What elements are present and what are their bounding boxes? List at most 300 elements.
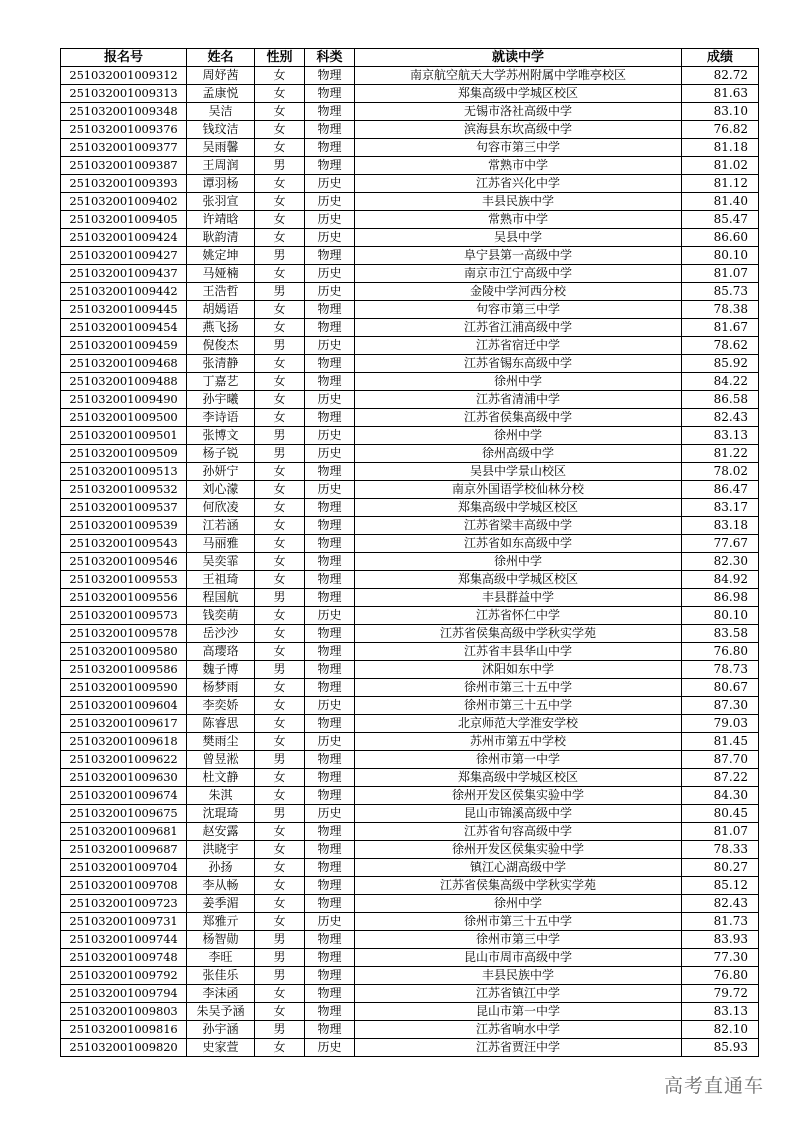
gender-cell: 女 xyxy=(255,625,305,643)
score-cell: 80.10 xyxy=(682,247,759,265)
subject-track-cell: 物理 xyxy=(305,895,355,913)
name-cell: 钱奕萌 xyxy=(187,607,255,625)
registration-number-cell: 251032001009488 xyxy=(61,373,187,391)
name-cell: 马娅楠 xyxy=(187,265,255,283)
school-cell: 郑集高级中学城区校区 xyxy=(355,571,682,589)
gender-cell: 女 xyxy=(255,733,305,751)
table-row xyxy=(61,445,759,463)
score-cell: 83.18 xyxy=(682,517,759,535)
name-cell: 张清静 xyxy=(187,355,255,373)
score-cell: 85.92 xyxy=(682,355,759,373)
subject-track-cell: 物理 xyxy=(305,409,355,427)
table-row xyxy=(61,607,759,625)
school-cell: 徐州高级中学 xyxy=(355,445,682,463)
subject-track-cell: 历史 xyxy=(305,481,355,499)
subject-track-cell: 物理 xyxy=(305,355,355,373)
registration-number-cell: 251032001009604 xyxy=(61,697,187,715)
subject-track-cell: 历史 xyxy=(305,427,355,445)
school-cell: 徐州市第一中学 xyxy=(355,751,682,769)
school-cell: 江苏省丰县华山中学 xyxy=(355,643,682,661)
registration-number-cell: 251032001009546 xyxy=(61,553,187,571)
name-cell: 姚定坤 xyxy=(187,247,255,265)
table-row xyxy=(61,175,759,193)
subject-track-cell: 物理 xyxy=(305,751,355,769)
school-cell: 徐州市第三中学 xyxy=(355,931,682,949)
gender-cell: 女 xyxy=(255,409,305,427)
table-row xyxy=(61,463,759,481)
subject-track-cell: 物理 xyxy=(305,625,355,643)
name-cell: 周妤茜 xyxy=(187,67,255,85)
subject-track-cell: 历史 xyxy=(305,229,355,247)
score-cell: 78.02 xyxy=(682,463,759,481)
registration-number-cell: 251032001009748 xyxy=(61,949,187,967)
registration-number-cell: 251032001009437 xyxy=(61,265,187,283)
name-cell: 杨梦雨 xyxy=(187,679,255,697)
watermark-text: 高考直通车 xyxy=(663,1075,764,1097)
school-cell: 郑集高级中学城区校区 xyxy=(355,85,682,103)
registration-number-cell: 251032001009731 xyxy=(61,913,187,931)
school-cell: 江苏省响水中学 xyxy=(355,1021,682,1039)
table-row xyxy=(61,85,759,103)
score-cell: 81.22 xyxy=(682,445,759,463)
score-cell: 81.45 xyxy=(682,733,759,751)
score-cell: 82.30 xyxy=(682,553,759,571)
score-cell: 78.73 xyxy=(682,661,759,679)
score-cell: 85.12 xyxy=(682,877,759,895)
gender-cell: 女 xyxy=(255,679,305,697)
table-row xyxy=(61,337,759,355)
score-cell: 85.93 xyxy=(682,1039,759,1057)
table-row xyxy=(61,661,759,679)
name-cell: 吴雨馨 xyxy=(187,139,255,157)
subject-track-cell: 物理 xyxy=(305,715,355,733)
school-cell: 吴县中学 xyxy=(355,229,682,247)
table-row xyxy=(61,679,759,697)
name-cell: 孙妍宁 xyxy=(187,463,255,481)
table-row xyxy=(61,841,759,859)
gender-cell: 女 xyxy=(255,499,305,517)
score-cell: 77.30 xyxy=(682,949,759,967)
school-cell: 南京航空航天大学苏州附属中学唯亭校区 xyxy=(355,67,682,85)
gender-cell: 男 xyxy=(255,589,305,607)
table-row xyxy=(61,193,759,211)
header-subject-track: 科类 xyxy=(305,49,355,67)
registration-number-cell: 251032001009387 xyxy=(61,157,187,175)
gender-cell: 女 xyxy=(255,85,305,103)
name-cell: 魏子博 xyxy=(187,661,255,679)
subject-track-cell: 物理 xyxy=(305,985,355,1003)
score-cell: 83.58 xyxy=(682,625,759,643)
registration-number-cell: 251032001009454 xyxy=(61,319,187,337)
table-row xyxy=(61,571,759,589)
score-cell: 85.73 xyxy=(682,283,759,301)
registration-number-cell: 251032001009459 xyxy=(61,337,187,355)
score-cell: 81.07 xyxy=(682,823,759,841)
table-row xyxy=(61,157,759,175)
gender-cell: 男 xyxy=(255,751,305,769)
name-cell: 沈琨琦 xyxy=(187,805,255,823)
table-row xyxy=(61,1003,759,1021)
gender-cell: 女 xyxy=(255,463,305,481)
score-cell: 83.93 xyxy=(682,931,759,949)
gender-cell: 女 xyxy=(255,643,305,661)
score-cell: 77.67 xyxy=(682,535,759,553)
table-row xyxy=(61,211,759,229)
school-cell: 徐州市第三十五中学 xyxy=(355,679,682,697)
table-row xyxy=(61,949,759,967)
name-cell: 吴洁 xyxy=(187,103,255,121)
registration-number-cell: 251032001009490 xyxy=(61,391,187,409)
header-name: 姓名 xyxy=(187,49,255,67)
gender-cell: 女 xyxy=(255,319,305,337)
subject-track-cell: 历史 xyxy=(305,391,355,409)
table-row xyxy=(61,931,759,949)
school-cell: 丰县群益中学 xyxy=(355,589,682,607)
subject-track-cell: 物理 xyxy=(305,247,355,265)
subject-track-cell: 物理 xyxy=(305,373,355,391)
registration-number-cell: 251032001009537 xyxy=(61,499,187,517)
table-row xyxy=(61,967,759,985)
gender-cell: 女 xyxy=(255,769,305,787)
school-cell: 徐州开发区侯集实验中学 xyxy=(355,841,682,859)
score-cell: 85.47 xyxy=(682,211,759,229)
name-cell: 张羽宣 xyxy=(187,193,255,211)
score-cell: 81.40 xyxy=(682,193,759,211)
table-header-row xyxy=(61,49,759,67)
name-cell: 倪俊杰 xyxy=(187,337,255,355)
subject-track-cell: 历史 xyxy=(305,697,355,715)
school-cell: 句容市第三中学 xyxy=(355,139,682,157)
gender-cell: 女 xyxy=(255,139,305,157)
subject-track-cell: 物理 xyxy=(305,589,355,607)
registration-number-cell: 251032001009402 xyxy=(61,193,187,211)
school-cell: 镇江心湖高级中学 xyxy=(355,859,682,877)
registration-number-cell: 251032001009445 xyxy=(61,301,187,319)
registration-number-cell: 251032001009424 xyxy=(61,229,187,247)
gender-cell: 女 xyxy=(255,1003,305,1021)
subject-track-cell: 历史 xyxy=(305,913,355,931)
table-row xyxy=(61,1021,759,1039)
score-cell: 86.47 xyxy=(682,481,759,499)
gender-cell: 女 xyxy=(255,913,305,931)
subject-track-cell: 物理 xyxy=(305,859,355,877)
subject-track-cell: 历史 xyxy=(305,283,355,301)
registration-number-cell: 251032001009393 xyxy=(61,175,187,193)
gender-cell: 男 xyxy=(255,661,305,679)
table-row xyxy=(61,355,759,373)
score-cell: 82.43 xyxy=(682,409,759,427)
subject-track-cell: 物理 xyxy=(305,823,355,841)
table-row xyxy=(61,265,759,283)
school-cell: 江苏省怀仁中学 xyxy=(355,607,682,625)
school-cell: 常熟市中学 xyxy=(355,211,682,229)
score-cell: 81.73 xyxy=(682,913,759,931)
name-cell: 许靖晗 xyxy=(187,211,255,229)
score-cell: 82.43 xyxy=(682,895,759,913)
subject-track-cell: 历史 xyxy=(305,805,355,823)
score-cell: 82.72 xyxy=(682,67,759,85)
registration-number-cell: 251032001009675 xyxy=(61,805,187,823)
name-cell: 何欣凌 xyxy=(187,499,255,517)
score-cell: 76.80 xyxy=(682,967,759,985)
score-cell: 76.82 xyxy=(682,121,759,139)
name-cell: 樊雨尘 xyxy=(187,733,255,751)
school-cell: 滨海县东坎高级中学 xyxy=(355,121,682,139)
score-cell: 84.92 xyxy=(682,571,759,589)
name-cell: 李沫函 xyxy=(187,985,255,1003)
school-cell: 昆山市周市高级中学 xyxy=(355,949,682,967)
registration-number-cell: 251032001009501 xyxy=(61,427,187,445)
name-cell: 张佳乐 xyxy=(187,967,255,985)
table-row xyxy=(61,697,759,715)
school-cell: 江苏省梁丰高级中学 xyxy=(355,517,682,535)
subject-track-cell: 物理 xyxy=(305,553,355,571)
subject-track-cell: 物理 xyxy=(305,301,355,319)
school-cell: 江苏省侯集高级中学秋实学苑 xyxy=(355,625,682,643)
gender-cell: 女 xyxy=(255,211,305,229)
school-cell: 昆山市锦溪高级中学 xyxy=(355,805,682,823)
registration-number-cell: 251032001009556 xyxy=(61,589,187,607)
name-cell: 杨智勋 xyxy=(187,931,255,949)
subject-track-cell: 物理 xyxy=(305,571,355,589)
name-cell: 孙扬 xyxy=(187,859,255,877)
registration-number-cell: 251032001009681 xyxy=(61,823,187,841)
name-cell: 郑雅亓 xyxy=(187,913,255,931)
gender-cell: 女 xyxy=(255,175,305,193)
score-cell: 76.80 xyxy=(682,643,759,661)
gender-cell: 女 xyxy=(255,535,305,553)
school-cell: 吴县中学景山校区 xyxy=(355,463,682,481)
registration-number-cell: 251032001009704 xyxy=(61,859,187,877)
table-row xyxy=(61,985,759,1003)
school-cell: 徐州市第三十五中学 xyxy=(355,697,682,715)
gender-cell: 女 xyxy=(255,517,305,535)
subject-track-cell: 物理 xyxy=(305,1003,355,1021)
subject-track-cell: 历史 xyxy=(305,733,355,751)
registration-number-cell: 251032001009377 xyxy=(61,139,187,157)
subject-track-cell: 历史 xyxy=(305,175,355,193)
name-cell: 吴奕霏 xyxy=(187,553,255,571)
subject-track-cell: 历史 xyxy=(305,607,355,625)
table-row xyxy=(61,103,759,121)
school-cell: 江苏省锡东高级中学 xyxy=(355,355,682,373)
gender-cell: 女 xyxy=(255,841,305,859)
subject-track-cell: 历史 xyxy=(305,193,355,211)
registration-number-cell: 251032001009617 xyxy=(61,715,187,733)
name-cell: 李旺 xyxy=(187,949,255,967)
score-cell: 81.02 xyxy=(682,157,759,175)
table-row xyxy=(61,373,759,391)
school-cell: 昆山市第一中学 xyxy=(355,1003,682,1021)
score-cell: 87.70 xyxy=(682,751,759,769)
school-cell: 沭阳如东中学 xyxy=(355,661,682,679)
registration-number-cell: 251032001009586 xyxy=(61,661,187,679)
gender-cell: 男 xyxy=(255,1021,305,1039)
table-row xyxy=(61,751,759,769)
table-row xyxy=(61,391,759,409)
school-cell: 无锡市洛社高级中学 xyxy=(355,103,682,121)
gender-cell: 男 xyxy=(255,805,305,823)
table-row xyxy=(61,139,759,157)
subject-track-cell: 物理 xyxy=(305,139,355,157)
score-cell: 83.13 xyxy=(682,427,759,445)
subject-track-cell: 物理 xyxy=(305,643,355,661)
gender-cell: 女 xyxy=(255,571,305,589)
school-cell: 丰县民族中学 xyxy=(355,193,682,211)
score-cell: 81.63 xyxy=(682,85,759,103)
registration-number-cell: 251032001009312 xyxy=(61,67,187,85)
table-row xyxy=(61,121,759,139)
registration-number-cell: 251032001009532 xyxy=(61,481,187,499)
admission-score-table xyxy=(60,48,759,1057)
header-school: 就读中学 xyxy=(355,49,682,67)
school-cell: 郑集高级中学城区校区 xyxy=(355,769,682,787)
name-cell: 王周润 xyxy=(187,157,255,175)
subject-track-cell: 历史 xyxy=(305,211,355,229)
name-cell: 耿韵清 xyxy=(187,229,255,247)
school-cell: 江苏省镇江中学 xyxy=(355,985,682,1003)
registration-number-cell: 251032001009803 xyxy=(61,1003,187,1021)
name-cell: 王祖琦 xyxy=(187,571,255,589)
name-cell: 丁嘉艺 xyxy=(187,373,255,391)
table-row xyxy=(61,1039,759,1057)
name-cell: 史家萱 xyxy=(187,1039,255,1057)
gender-cell: 男 xyxy=(255,949,305,967)
school-cell: 徐州中学 xyxy=(355,427,682,445)
name-cell: 高璎珞 xyxy=(187,643,255,661)
score-cell: 86.60 xyxy=(682,229,759,247)
score-cell: 81.07 xyxy=(682,265,759,283)
school-cell: 江苏省侯集高级中学秋实学苑 xyxy=(355,877,682,895)
name-cell: 燕飞扬 xyxy=(187,319,255,337)
gender-cell: 女 xyxy=(255,301,305,319)
gender-cell: 女 xyxy=(255,67,305,85)
table-row xyxy=(61,895,759,913)
name-cell: 刘心濛 xyxy=(187,481,255,499)
registration-number-cell: 251032001009622 xyxy=(61,751,187,769)
name-cell: 江若涵 xyxy=(187,517,255,535)
gender-cell: 男 xyxy=(255,445,305,463)
registration-number-cell: 251032001009816 xyxy=(61,1021,187,1039)
table-row xyxy=(61,589,759,607)
subject-track-cell: 物理 xyxy=(305,841,355,859)
name-cell: 李诗语 xyxy=(187,409,255,427)
subject-track-cell: 物理 xyxy=(305,931,355,949)
name-cell: 孟康悦 xyxy=(187,85,255,103)
name-cell: 陈睿思 xyxy=(187,715,255,733)
subject-track-cell: 历史 xyxy=(305,265,355,283)
name-cell: 洪晓宇 xyxy=(187,841,255,859)
score-cell: 80.67 xyxy=(682,679,759,697)
name-cell: 曾昱淞 xyxy=(187,751,255,769)
gender-cell: 女 xyxy=(255,607,305,625)
score-cell: 79.03 xyxy=(682,715,759,733)
gender-cell: 女 xyxy=(255,103,305,121)
gender-cell: 女 xyxy=(255,859,305,877)
gender-cell: 女 xyxy=(255,697,305,715)
name-cell: 岳沙沙 xyxy=(187,625,255,643)
school-cell: 江苏省宿迁中学 xyxy=(355,337,682,355)
gender-cell: 男 xyxy=(255,283,305,301)
name-cell: 朱淇 xyxy=(187,787,255,805)
score-cell: 87.30 xyxy=(682,697,759,715)
school-cell: 南京市江宁高级中学 xyxy=(355,265,682,283)
registration-number-cell: 251032001009820 xyxy=(61,1039,187,1057)
name-cell: 孙宇涵 xyxy=(187,1021,255,1039)
name-cell: 杨子锐 xyxy=(187,445,255,463)
school-cell: 江苏省如东高级中学 xyxy=(355,535,682,553)
table-row xyxy=(61,67,759,85)
score-cell: 78.38 xyxy=(682,301,759,319)
registration-number-cell: 251032001009313 xyxy=(61,85,187,103)
school-cell: 常熟市中学 xyxy=(355,157,682,175)
score-cell: 78.33 xyxy=(682,841,759,859)
registration-number-cell: 251032001009543 xyxy=(61,535,187,553)
table-row xyxy=(61,553,759,571)
school-cell: 江苏省侯集高级中学 xyxy=(355,409,682,427)
header-score: 成绩 xyxy=(682,49,759,67)
school-cell: 徐州中学 xyxy=(355,553,682,571)
table-row xyxy=(61,643,759,661)
gender-cell: 男 xyxy=(255,931,305,949)
registration-number-cell: 251032001009723 xyxy=(61,895,187,913)
registration-number-cell: 251032001009794 xyxy=(61,985,187,1003)
name-cell: 姜季湄 xyxy=(187,895,255,913)
gender-cell: 女 xyxy=(255,373,305,391)
registration-number-cell: 251032001009348 xyxy=(61,103,187,121)
school-cell: 苏州市第五中学校 xyxy=(355,733,682,751)
school-cell: 江苏省句容高级中学 xyxy=(355,823,682,841)
subject-track-cell: 物理 xyxy=(305,787,355,805)
table-row xyxy=(61,409,759,427)
name-cell: 谭羽杨 xyxy=(187,175,255,193)
name-cell: 王浩哲 xyxy=(187,283,255,301)
school-cell: 句容市第三中学 xyxy=(355,301,682,319)
gender-cell: 男 xyxy=(255,967,305,985)
subject-track-cell: 物理 xyxy=(305,121,355,139)
registration-number-cell: 251032001009468 xyxy=(61,355,187,373)
subject-track-cell: 物理 xyxy=(305,1021,355,1039)
registration-number-cell: 251032001009405 xyxy=(61,211,187,229)
subject-track-cell: 历史 xyxy=(305,1039,355,1057)
registration-number-cell: 251032001009513 xyxy=(61,463,187,481)
table-row xyxy=(61,481,759,499)
school-cell: 郑集高级中学城区校区 xyxy=(355,499,682,517)
gender-cell: 女 xyxy=(255,265,305,283)
name-cell: 孙宇曦 xyxy=(187,391,255,409)
registration-number-cell: 251032001009590 xyxy=(61,679,187,697)
name-cell: 马丽雅 xyxy=(187,535,255,553)
subject-track-cell: 物理 xyxy=(305,499,355,517)
subject-track-cell: 物理 xyxy=(305,679,355,697)
registration-number-cell: 251032001009539 xyxy=(61,517,187,535)
table-row xyxy=(61,517,759,535)
table-row xyxy=(61,787,759,805)
gender-cell: 女 xyxy=(255,481,305,499)
subject-track-cell: 物理 xyxy=(305,967,355,985)
gender-cell: 女 xyxy=(255,985,305,1003)
subject-track-cell: 物理 xyxy=(305,877,355,895)
score-cell: 80.10 xyxy=(682,607,759,625)
subject-track-cell: 物理 xyxy=(305,319,355,337)
score-cell: 84.30 xyxy=(682,787,759,805)
subject-track-cell: 物理 xyxy=(305,769,355,787)
score-cell: 80.45 xyxy=(682,805,759,823)
table-row xyxy=(61,715,759,733)
subject-track-cell: 物理 xyxy=(305,661,355,679)
school-cell: 北京师范大学淮安学校 xyxy=(355,715,682,733)
registration-number-cell: 251032001009442 xyxy=(61,283,187,301)
